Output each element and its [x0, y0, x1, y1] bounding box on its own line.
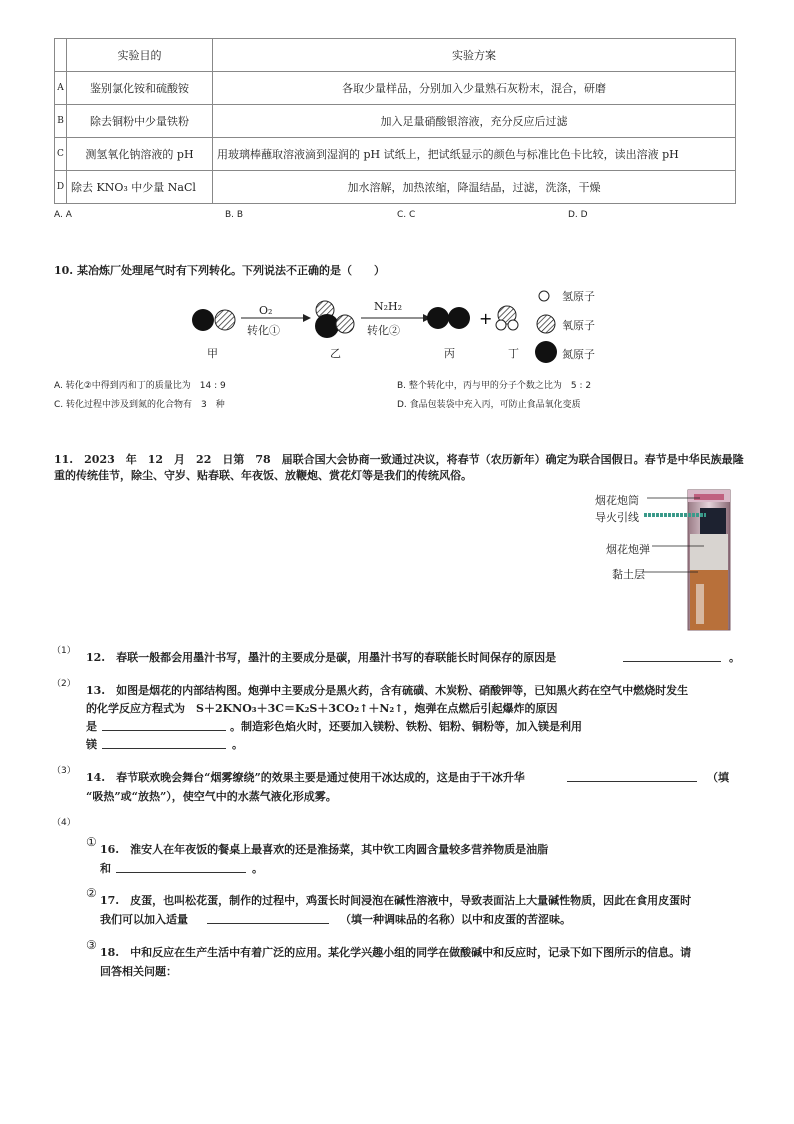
q18-line2: 回答相关问题： [100, 965, 177, 978]
q10-stem: 10. 某冶炼厂处理尾气时有下列转化。下列说法不正确的是（ ） [54, 264, 385, 277]
legend-oxygen: 氧原子 [562, 319, 595, 332]
molecule-jia [192, 309, 235, 331]
q14-answer-blank[interactable] [567, 767, 697, 782]
label-ding: 丁 [508, 347, 519, 360]
legend-nitrogen: 氮原子 [562, 348, 595, 361]
legend-hydrogen: 氢原子 [562, 290, 595, 303]
step-1-label: 转化① [247, 324, 280, 337]
q9-option-b[interactable]: B. B [225, 210, 244, 220]
q14-line2: “吸热”或“放热”），使空气中的水蒸气液化形成雾。 [86, 790, 337, 803]
oxygen-legend-icon [537, 315, 555, 333]
molecule-bing [427, 307, 470, 329]
reagent-1: O₂ [259, 304, 273, 317]
q16-answer-blank[interactable] [116, 858, 246, 873]
table-row: D 除去 KNO₃ 中少量 NaCl 加水溶解，加热浓缩，降温结晶，过滤，洗涤，干燥 [55, 171, 736, 204]
q17-line2: （填一种调味品的名称）以中和皮蛋的苦涩味。 [340, 913, 571, 926]
part-1-label: （1） [52, 646, 76, 656]
q13-answer-blank-1[interactable] [102, 716, 226, 731]
q12-answer-blank[interactable] [623, 647, 721, 662]
q16-line1: 16. 淮安人在年夜饭的餐桌上最喜欢的还是淮扬菜，其中钦工肉圆含量较多营养物质是油脂 [100, 843, 549, 856]
nitrogen-legend-icon [535, 341, 557, 363]
q18-line1: 18. 中和反应在生产生活中有着广泛的应用。某化学兴趣小组的同学在做酸碱中和反应时，记录下如下图所示的信息。请 [100, 946, 692, 959]
q17-line1: 17. 皮蛋，也叫松花蛋，制作的过程中，鸡蛋长时间浸泡在碱性溶液中，导致表面沾上大量碱性物质，因此在食用皮蛋时 [100, 894, 692, 907]
sub-2-marker: ② [86, 886, 97, 900]
q12-text: 12. 春联一般都会用墨汁书写，墨汁的主要成分是碳，用墨汁书写的春联能长时间保存的原因是 [86, 651, 557, 664]
header-plan: 实验方案 [213, 39, 736, 72]
q9-option-c[interactable]: C. C [397, 210, 416, 220]
fig-label-tube: 烟花炮筒 [595, 494, 639, 507]
part-2-label: （2） [52, 679, 76, 689]
q11-stem-line1: 11. 2023 年 12 月 22 日第 78 届联合国大会协商一致通过决议，将春节（农历新年）确定为联合国假日。春节是中华民族最隆 [54, 453, 744, 466]
q11-stem-line2: 重的传统佳节，除尘、守岁、贴春联、年夜饭、放鞭炮、赏花灯等是我们的传统风俗。 [54, 469, 472, 482]
q13-answer-blank-2[interactable] [102, 734, 226, 749]
fig-label-fuse: 导火引线 [595, 511, 639, 524]
q10-option-b[interactable]: B. 整个转化中，丙与甲的分子个数之比为 5 : 2 [397, 381, 592, 391]
table-row: B 除去铜粉中少量铁粉 加入足量硝酸银溶液，充分反应后过滤 [55, 105, 736, 138]
molecule-yi [315, 301, 354, 338]
q13-line3: 。制造彩色焰火时，还要加入镁粉、铁粉、铝粉、铜粉等，加入镁是利用 [230, 720, 582, 733]
table-header-row [55, 39, 736, 72]
label-yi: 乙 [330, 347, 341, 360]
q13-line2: 的化学反应方程式为 S＋2KNO₃＋3C＝K₂S＋3CO₂↑＋N₂↑，炮弹在点燃后引起爆炸的原因 [86, 702, 558, 715]
q10-option-d[interactable]: D. 食品包装袋中充入丙，可防止食品氧化变质 [397, 400, 581, 410]
part-4-label: （4） [52, 818, 76, 828]
molecule-ding [496, 306, 518, 330]
q9-option-d[interactable]: D. D [568, 210, 588, 220]
sub-1-marker: ① [86, 835, 97, 849]
label-bing: 丙 [444, 347, 455, 360]
header-goal: 实验目的 [67, 39, 213, 72]
table-row: A 鉴别氯化铵和硫酸铵 各取少量样品，分别加入少量熟石灰粉末，混合，研磨 [55, 72, 736, 105]
plus-sign: + [479, 309, 493, 328]
sub-3-marker: ③ [86, 938, 97, 952]
part-3-label: （3） [52, 766, 76, 776]
q9-option-a[interactable]: A. A [54, 210, 72, 220]
experiment-table [54, 38, 736, 204]
label-jia: 甲 [207, 347, 218, 360]
reagent-2: N₂H₂ [374, 300, 403, 313]
q14-line1: 14. 春节联欢晚会舞台“烟雾缭绕”的效果主要是通过使用干冰达成的，这是由于干冰升华 [86, 771, 525, 784]
table-row: C 测氢氧化钠溶液的 pH 用玻璃棒蘸取溶液滴到湿润的 pH 试纸上，把试纸显示的颜色与标准比色卡比较，读出溶液 pH [55, 138, 736, 171]
fig-label-clay: 黏土层 [612, 568, 645, 581]
q10-option-a[interactable]: A. 转化②中得到丙和丁的质量比为 14 : 9 [54, 381, 226, 391]
hydrogen-legend-icon [539, 291, 549, 301]
fig-label-shell: 烟花炮弹 [606, 543, 650, 556]
step-2-label: 转化② [367, 324, 400, 337]
q17-answer-blank[interactable] [207, 909, 329, 924]
q13-line1: 13. 如图是烟花的内部结构图。炮弹中主要成分是黑火药，含有硫磺、木炭粉、硝酸钾等，已知黑火药在空气中燃烧时发生 [86, 684, 689, 697]
q10-option-c[interactable]: C. 转化过程中涉及到氮的化合物有 3 种 [54, 400, 225, 410]
